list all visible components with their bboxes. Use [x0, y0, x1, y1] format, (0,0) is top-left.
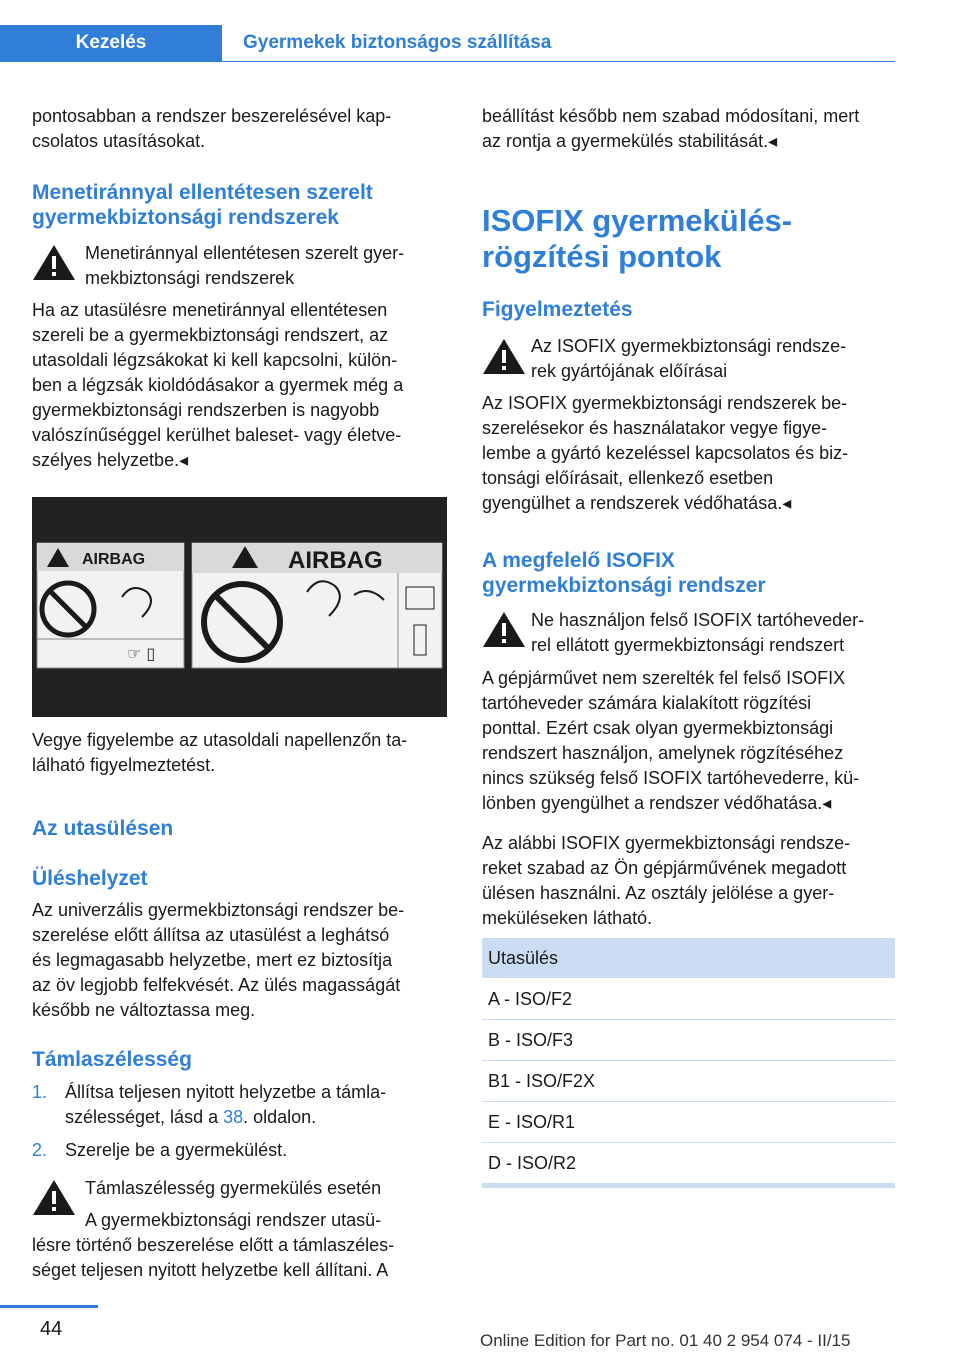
heading-isofix-points: ISOFIX gyermekülés- rögzítési pontok — [482, 203, 793, 274]
step-1-line-1: Állítsa teljesen nyitott helyzetbe a támla- — [65, 1082, 387, 1102]
warning-2-title: Támlaszélesség gyermekülés esetén — [85, 1178, 382, 1198]
edition-text: Online Edition for Part no. 01 40 2 954 074 - II/15 — [480, 1331, 851, 1350]
step-2-text: Szerelje be a gyermekülést. — [65, 1140, 288, 1160]
warning-4-body: A gépjárművet nem szerelték fel felső ISOFIX tartóheveder számára kialakított rögzítési ponttal. Ezért csak olyan gyermekbiztonsági rendszert használjon, amelynek rögzítéséhez nincs szükség felső ISOFIX tartóhevederre, kü- lönben gyengülhet a rendszer védőhatása.◂ — [482, 668, 860, 813]
image-caption: Vegye figyelembe az utasoldali napellenzőn ta- lálható figyelmeztetést. — [32, 730, 408, 775]
warning-icon — [32, 1178, 76, 1217]
page-38-link[interactable]: 38 — [223, 1107, 244, 1127]
airbag-warning-image — [32, 497, 447, 717]
warning-3-body: Az ISOFIX gyermekbiztonsági rendszerek be- szerelésekor és használatakor vegye figye- lembe a gyártó kezeléssel kapcsolatos és biz- tonsági előírásait, ellenkező esetben gyengülhet a rendszerek védőhatása.◂ — [482, 393, 849, 513]
step-1-text — [65, 1080, 455, 1130]
warning-3-title: Az ISOFIX gyermekbiztonsági rendsze- rek gyártójának előírásai — [531, 336, 847, 381]
footer-rule — [0, 1305, 98, 1308]
table-row: A - ISO/F2 — [482, 979, 895, 1020]
table-bottom-rule — [482, 1184, 895, 1188]
heading-rear-facing: Menetiránnyal ellentétesen szerelt gyermekbiztonsági rendszerek — [32, 181, 373, 229]
warning-2-body-rest: lésre történő beszerelése előtt a támlaszéles- séget teljesen nyitott helyzetbe kell állítani. A — [32, 1235, 395, 1280]
header-chapter-title: Gyermekek biztonságos szállítása — [222, 25, 895, 61]
heading-seat-position: Üléshelyzet — [32, 867, 148, 890]
table-row: B1 - ISO/F2X — [482, 1061, 895, 1102]
table-header: Utasülés — [482, 938, 895, 979]
warning-1-body: Ha az utasülésre menetiránnyal ellentétesen szereli be a gyermekbiztonsági rendszert, az utasoldali légzsákokat ki kell kapcsolni, külön- ben a légzsák kioldódásakor a gyermek még a gyermekbiztonsági rendszerben is nagyobb valószínűséggel kerülhet baleset- vagy életve- szélyes helyzetbe.◂ — [32, 300, 404, 470]
warning-2-body-first: A gyermekbiztonsági rendszer utasü- — [85, 1210, 382, 1230]
heading-warning: Figyelmeztetés — [482, 298, 633, 321]
step-1-line-2: szélességet, lásd a 38. oldalon. — [65, 1107, 317, 1127]
heading-backrest-width: Támlaszélesség — [32, 1048, 192, 1071]
table-row: D - ISO/R2 — [482, 1143, 895, 1184]
intro-text: pontosabban a rendszer beszerelésével kap- csolatos utasításokat. — [32, 106, 392, 151]
step-2-number: 2. — [32, 1140, 48, 1160]
warning-icon — [482, 337, 526, 376]
table-row: E - ISO/R1 — [482, 1102, 895, 1143]
table-row: B - ISO/F3 — [482, 1020, 895, 1061]
svg-text:☞ ▯: ☞ ▯ — [127, 644, 156, 663]
step-1-number: 1. — [32, 1082, 48, 1102]
heading-suitable-isofix: A megfelelő ISOFIX gyermekbiztonsági rendszer — [482, 549, 766, 597]
isofix-seat-table — [482, 938, 895, 1188]
warning-icon — [32, 243, 76, 282]
warning-4-title: Ne használjon felső ISOFIX tartóheveder- rel ellátott gyermekbiztonsági rendszert — [531, 610, 865, 655]
heading-passenger-seat: Az utasülésen — [32, 817, 174, 840]
header-section-tab: Kezelés — [0, 25, 222, 61]
continued-text: beállítást később nem szabad módosítani, mert az rontja a gyermekülés stabilitását.◂ — [482, 106, 860, 151]
warning-icon — [482, 610, 526, 649]
table-intro: Az alábbi ISOFIX gyermekbiztonsági rendsze- reket szabad az Ön gépjárművének megadott ülésen használni. Az osztály jelölése a gyer- meküléseken látható. — [482, 833, 851, 928]
airbag-label-large: AIRBAG — [288, 547, 383, 574]
seat-position-text: Az univerzális gyermekbiztonsági rendszer be- szerelése előtt állítsa az utasülést a leghátsó és legmagasabb helyzetbe, mert ez biztosítja az öv legjobb felfekvését. Az ülés magasságát később ne változtassa meg. — [32, 900, 405, 1020]
airbag-label-small: AIRBAG — [82, 551, 146, 568]
warning-1-title: Menetiránnyal ellentétesen szerelt gyer- mekbiztonsági rendszerek — [85, 243, 405, 288]
page-number: 44 — [40, 1318, 63, 1340]
